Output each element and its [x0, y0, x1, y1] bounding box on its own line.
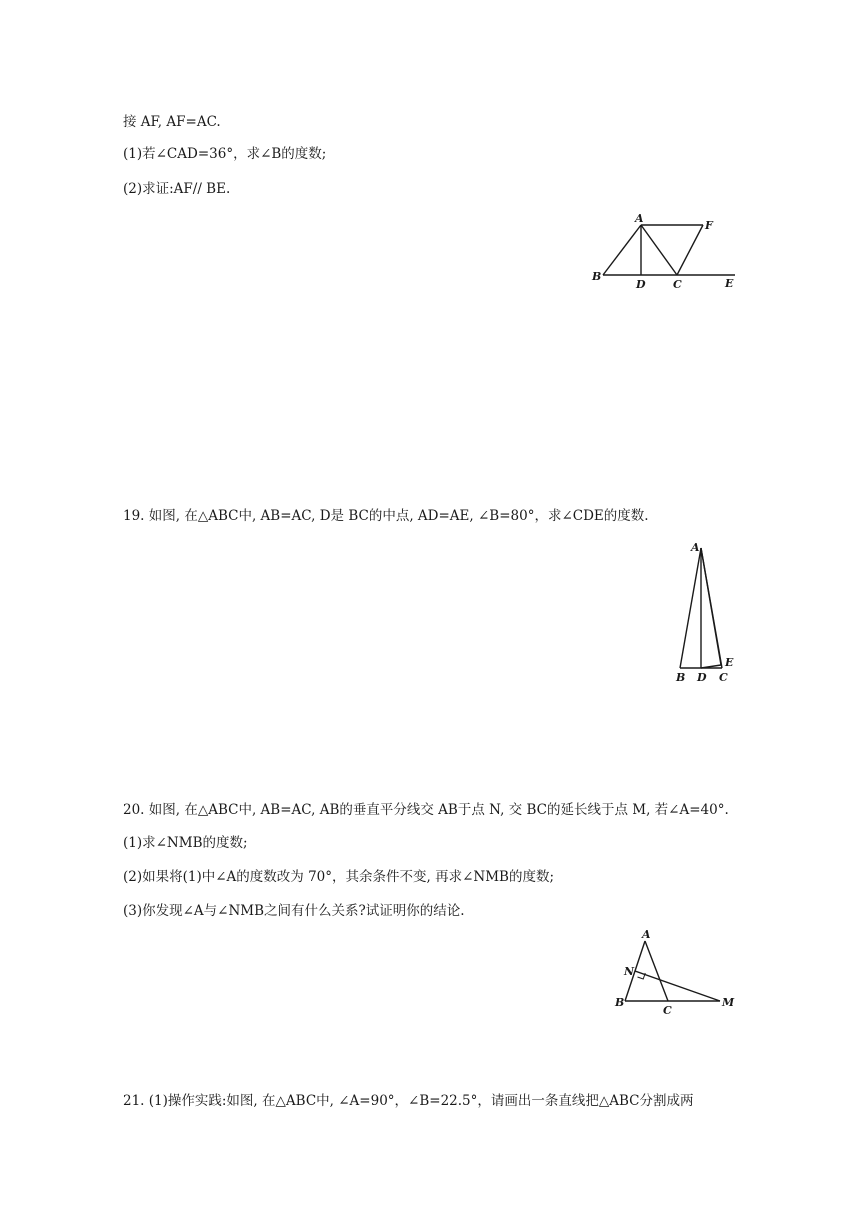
- q19-label-e: E: [725, 656, 734, 669]
- q20-label-a: A: [642, 928, 651, 941]
- q20-label-c: C: [663, 1004, 672, 1017]
- q18-part1: (1)若∠CAD=36°，求∠B的度数;: [123, 146, 327, 162]
- q19-label-a: A: [691, 541, 700, 554]
- q20-label-n: N: [624, 965, 635, 978]
- q18-label-c: C: [673, 278, 682, 291]
- q18-segment-fc: [677, 225, 703, 275]
- q18-segment-ac: [641, 225, 677, 275]
- q19-label-c: C: [719, 671, 728, 684]
- q18-label-e: E: [725, 277, 734, 290]
- q18-label-f: F: [705, 219, 713, 232]
- q18-label-b: B: [592, 270, 602, 283]
- q18-label-a: A: [635, 212, 644, 225]
- q20-part3: (3)你发现∠A与∠NMB之间有什么关系?试证明你的结论.: [123, 903, 465, 919]
- q18-label-d: D: [636, 278, 646, 291]
- q19-segment-ae: [701, 548, 721, 665]
- q18-intro-line: 接 AF, AF=AC.: [123, 114, 221, 130]
- q20-label-m: M: [722, 996, 735, 1009]
- q20-part2: (2)如果将(1)中∠A的度数改为 70°，其余条件不变, 再求∠NMB的度数;: [123, 869, 555, 885]
- q19-label-d: D: [697, 671, 707, 684]
- q20-label-b: B: [615, 996, 625, 1009]
- q20-segment-ac: [645, 941, 668, 1001]
- q19-segment-ab: [680, 548, 701, 668]
- q20-part1: (1)求∠NMB的度数;: [123, 835, 248, 851]
- q20-figure: [610, 925, 750, 1020]
- q18-figure: [585, 212, 745, 292]
- q19-figure: [670, 538, 740, 688]
- q18-part2: (2)求证:AF// BE.: [123, 181, 231, 197]
- q19-stem: 19. 如图, 在△ABC中, AB=AC, D是 BC的中点, AD=AE, ∠B=80°，求∠CDE的度数.: [123, 508, 649, 524]
- q18-segment-ab: [603, 225, 641, 275]
- q20-stem: 20. 如图, 在△ABC中, AB=AC, AB的垂直平分线交 AB于点 N, 交 BC的延长线于点 M, 若∠A=40°.: [123, 802, 729, 818]
- q19-label-b: B: [676, 671, 686, 684]
- q21-stem: 21. (1)操作实践:如图, 在△ABC中, ∠A=90°，∠B=22.5°，请画出一条直线把△ABC分割成两: [123, 1093, 694, 1109]
- q20-segment-nm: [635, 971, 720, 1001]
